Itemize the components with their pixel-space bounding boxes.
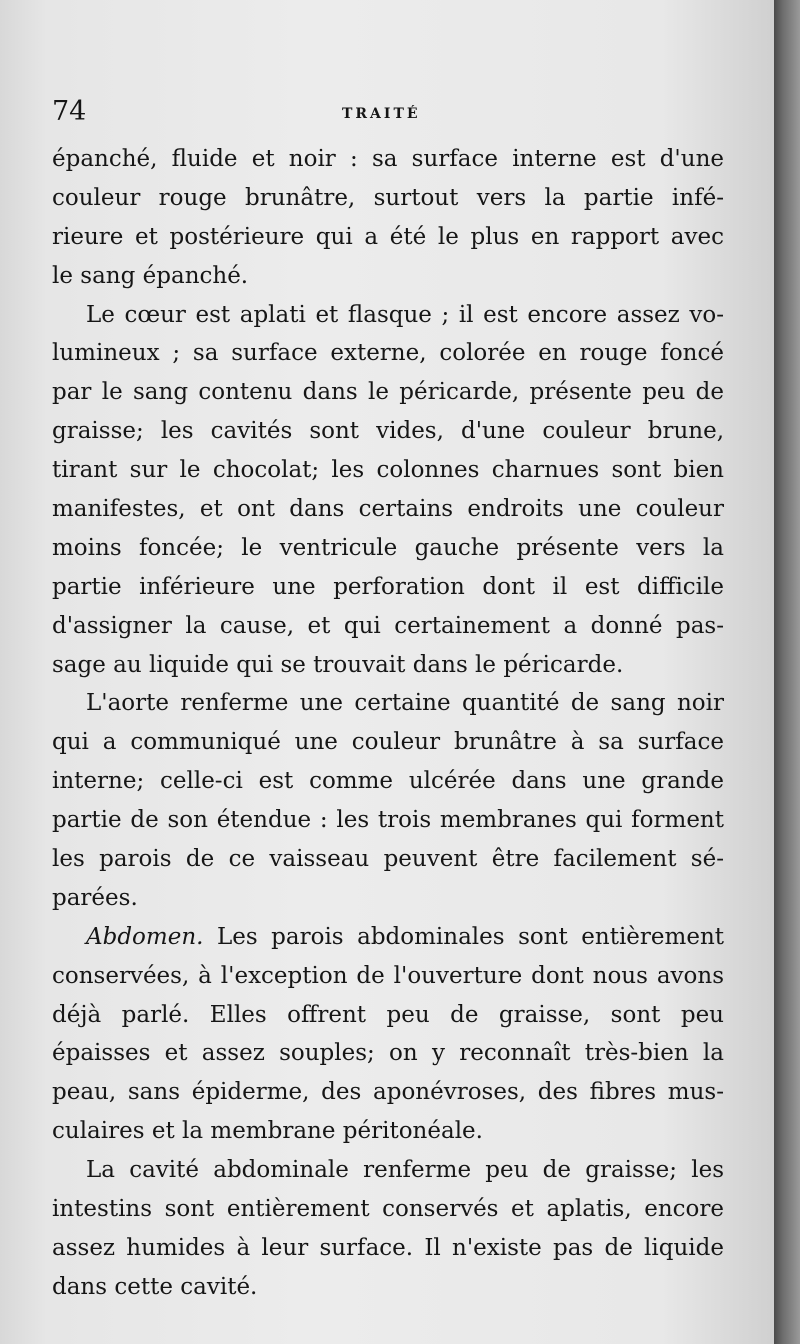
text-line: La cavité abdominale renferme peu de graisse; les — [86, 1157, 724, 1184]
text-line: L'aorte renferme une certaine quantité de sang noir — [86, 690, 724, 717]
text-line: rieure et postérieure qui a été le plus en rapport avec — [52, 223, 724, 250]
text-line: lumineux ; sa surface externe, colorée en rouge foncé — [52, 340, 724, 367]
text-line: Le cœur est aplati et flasque ; il est encore assez vo- — [86, 301, 724, 328]
text-line: interne; celle-ci est comme ulcérée dans une grande — [52, 768, 724, 795]
text-line: déjà parlé. Elles offrent peu de graisse, sont peu — [52, 1001, 724, 1028]
text-line: dans cette cavité. — [52, 1273, 258, 1300]
page-number: 74 — [52, 96, 87, 127]
body-text — [52, 140, 724, 1307]
text-line: tirant sur le chocolat; les colonnes charnues sont bien — [52, 457, 724, 484]
text-line: sage au liquide qui se trouvait dans le péricarde. — [52, 651, 624, 678]
text-line: intestins sont entièrement conservés et aplatis, encore — [52, 1196, 724, 1223]
text-line: manifestes, et ont dans certains endroits une couleur — [52, 496, 724, 523]
text-line: qui a communiqué une couleur brunâtre à sa surface — [52, 729, 724, 756]
text-line: peau, sans épiderme, des aponévroses, des fibres mus- — [52, 1079, 724, 1106]
text-line: couleur rouge brunâtre, surtout vers la partie infé- — [52, 184, 724, 211]
text-line: le sang épanché. — [52, 262, 249, 289]
text-line: les parois de ce vaisseau peuvent être facilement sé- — [52, 846, 724, 873]
text-line: partie de son étendue : les trois membranes qui forment — [52, 807, 724, 834]
text-line: conservées, à l'exception de l'ouverture dont nous avons — [52, 962, 724, 989]
text-line: moins foncée; le ventricule gauche présente vers la — [52, 534, 724, 561]
page-header — [52, 96, 722, 136]
text-line: d'assigner la cause, et qui certainement a donné pas- — [52, 612, 724, 639]
text-line: assez humides à leur surface. Il n'existe pas de liquide — [52, 1234, 724, 1261]
abdomen-heading: Abdomen. — [86, 923, 204, 950]
running-head: TRAITÉ — [342, 106, 421, 122]
text-line: culaires et la membrane péritonéale. — [52, 1118, 483, 1145]
text-line: partie inférieure une perforation dont il est difficile — [52, 573, 724, 600]
abdomen-first-line: Les parois abdominales sont entièrement — [216, 923, 725, 950]
text-line-abdomen — [52, 918, 724, 957]
text-line: parées. — [52, 884, 138, 911]
text-line: graisse; les cavités sont vides, d'une couleur brune, — [52, 418, 724, 445]
page-edge-shadow — [774, 0, 800, 1344]
text-line: par le sang contenu dans le péricarde, présente peu de — [52, 379, 724, 406]
text-line: épanché, fluide et noir : sa surface interne est d'une — [52, 146, 724, 172]
text-line: épaisses et assez souples; on y reconnaît très-bien la — [52, 1040, 724, 1067]
